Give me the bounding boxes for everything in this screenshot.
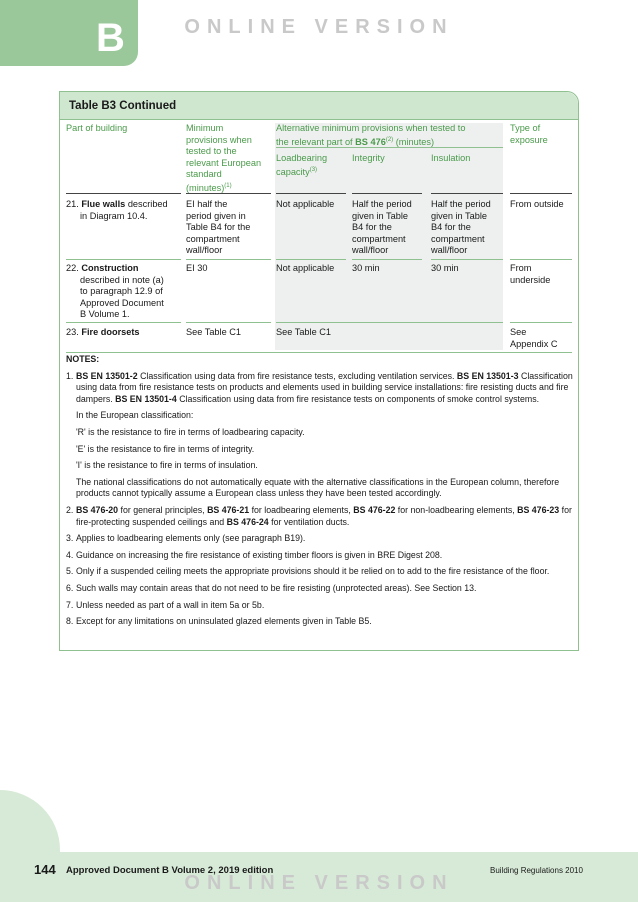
note-7: 7. Unless needed as part of a wall in item 5a or 5b.	[66, 599, 265, 610]
row-rule	[66, 322, 181, 323]
row21-exposure: From outside	[510, 199, 564, 209]
notes	[66, 354, 574, 633]
note-5: 5. Only if a suspended ceiling meets the appropriate provisions should it be relied on to add to the fire resistance of the floor.	[66, 566, 550, 577]
header-sub-rule	[276, 147, 503, 148]
row21-insulation: Half the period given in Table B4 for the compartment wall/floor	[431, 199, 491, 256]
row-rule	[510, 322, 572, 323]
row22-exposure: From underside	[510, 263, 551, 285]
table-box	[59, 91, 579, 651]
rule	[276, 193, 346, 194]
rule	[66, 193, 181, 194]
header-alternative: Alternative minimum provisions when tested to the relevant part of BS 476$^{(2)}$ (minutes)	[276, 123, 466, 147]
row21-minimum: EI half the period given in Table B4 for the compartment wall/floor	[186, 199, 251, 256]
section-letter: B	[96, 16, 125, 60]
row22-minimum: EI 30	[186, 263, 208, 273]
rule	[352, 193, 422, 194]
note-1-national: The national classifications do not automatically equate with the alternative classifications in the European column, therefore products cannot typically assume a European class unless they have been tested accordingly.	[76, 476, 560, 499]
note-1-i: 'I' is the resistance to fire in terms of insulation.	[76, 460, 258, 471]
header-part: Part of building	[66, 123, 128, 133]
row23-part: 23. Fire doorsets	[66, 327, 140, 337]
note-3: 3. Applies to loadbearing elements only (see paragraph B19).	[66, 533, 306, 544]
rule	[510, 193, 572, 194]
note-4: 4. Guidance on increasing the fire resistance of existing timber floors is given in BRE Digest 208.	[66, 549, 443, 560]
note-1-r: 'R' is the resistance to fire in terms of loadbearing capacity.	[76, 426, 305, 437]
rule	[431, 193, 503, 194]
table-bottom-rule	[66, 352, 572, 353]
header-insulation: Insulation	[431, 153, 471, 163]
row22-loadbearing: Not applicable	[276, 263, 335, 273]
row-rule	[276, 259, 346, 260]
watermark-top: ONLINE VERSION	[184, 16, 454, 38]
row23-exposure: See Appendix C	[510, 327, 558, 349]
row-rule	[66, 259, 181, 260]
header-exposure: Type of exposure	[510, 123, 548, 145]
footer-curve	[0, 790, 60, 852]
row23-minimum: See Table C1	[186, 327, 241, 337]
row-rule	[431, 259, 503, 260]
row-rule	[186, 322, 271, 323]
header-minimum: Minimum provisions when tested to the relevant European standard (minutes)$^{(1)}$	[186, 123, 262, 194]
document-title: Approved Document B Volume 2, 2019 edition	[66, 865, 274, 876]
row21-integrity: Half the period given in Table B4 for the compartment wall/floor	[352, 199, 412, 256]
row22-insulation: 30 min	[431, 263, 459, 273]
row-rule	[510, 259, 572, 260]
note-2: 2. BS 476-20 for general principles, BS 476-21 for loadbearing elements, BS 476-22 for non-loadbearing elements, BS 476-23 for fire-protecting suspended ceilings and BS 476-24 for ventilation ducts.	[66, 504, 572, 527]
row-rule	[276, 322, 503, 323]
header-loadbearing: Loadbearing capacity$^{(3)}$	[276, 153, 328, 177]
note-1: 1. BS EN 13501-2 Classification using data from fire resistance tests, excluding ventilation services. BS EN 13501-3 Classification using data from fire resistance tests on products and elements used in building service installations: fire resisting ducts and fire dampers. BS EN 13501-4 Classification using data from fire resistance tests on components of smoke control systems.	[66, 370, 573, 404]
table-title: Table B3 Continued	[60, 92, 578, 120]
rule	[186, 193, 271, 194]
row-rule	[186, 259, 271, 260]
row23-alternative: See Table C1	[276, 327, 331, 337]
note-6: 6. Such walls may contain areas that do not need to be fire resisting (unprotected areas). See Section 13.	[66, 582, 477, 593]
page-number: 144	[34, 862, 56, 877]
row-rule	[352, 259, 422, 260]
row21-part: 21. Flue walls described in Diagram 10.4.	[66, 199, 168, 221]
note-8: 8. Except for any limitations on uninsulated glazed elements given in Table B5.	[66, 616, 372, 627]
watermark-bottom: ONLINE VERSION	[184, 872, 454, 894]
header-integrity: Integrity	[352, 153, 385, 163]
row22-part: 22. Construction described in note (a) to paragraph 12.9 of Approved Document B Volume 1.	[66, 263, 164, 320]
notes-heading: NOTES:	[66, 354, 100, 364]
row21-loadbearing: Not applicable	[276, 199, 335, 209]
regulations-title: Building Regulations 2010	[490, 866, 583, 875]
row22-integrity: 30 min	[352, 263, 380, 273]
note-1-european: In the European classification:	[76, 410, 194, 421]
note-1-e: 'E' is the resistance to fire in terms of integrity.	[76, 443, 255, 454]
